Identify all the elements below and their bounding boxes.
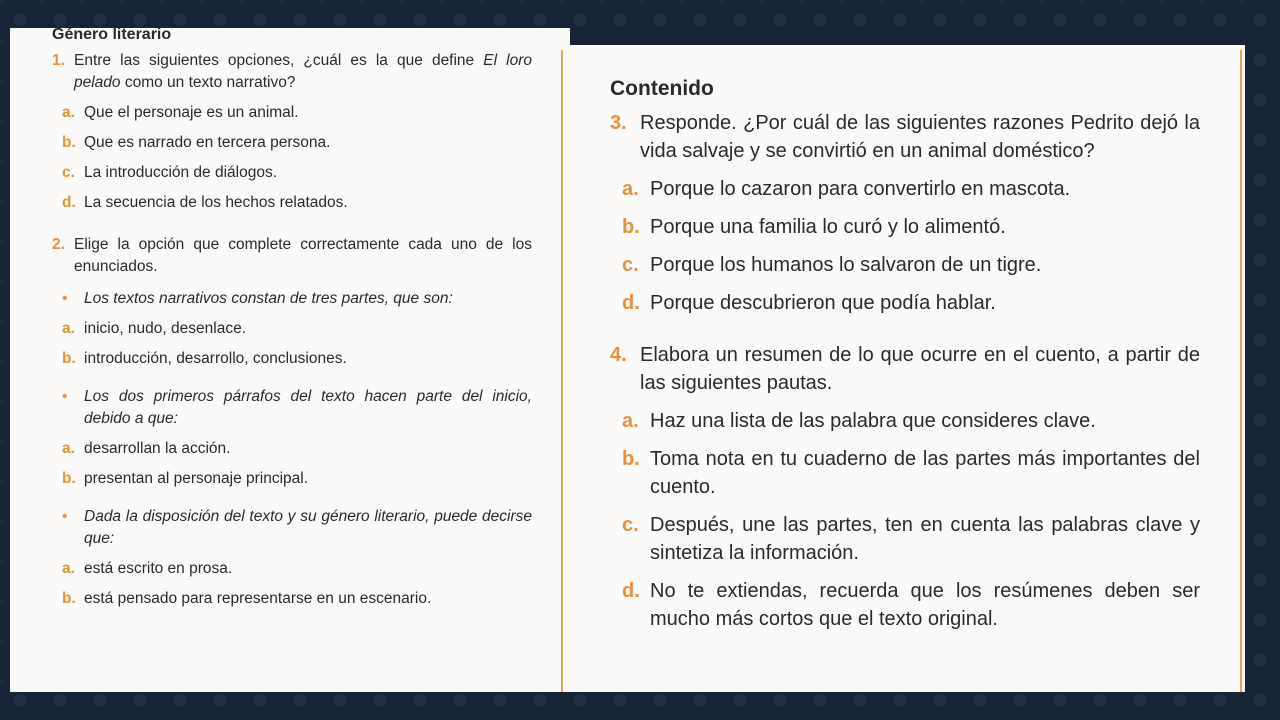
option-letter: a. bbox=[622, 410, 639, 432]
option bbox=[622, 511, 1200, 567]
section-title: Contenido bbox=[610, 77, 714, 100]
bullet-statement: • Dada la disposición del texto y su género literario, puede decirse que: bbox=[62, 506, 532, 550]
option bbox=[622, 445, 1200, 501]
option bbox=[622, 175, 1200, 203]
option bbox=[62, 438, 532, 460]
option-letter: a. bbox=[62, 440, 75, 457]
question-text: Elabora un resumen de lo que ocurre en el cuento, a partir de las siguientes pautas. bbox=[640, 344, 1200, 394]
option-text: La secuencia de los hechos relatados. bbox=[84, 194, 348, 211]
option-text: Después, une las partes, ten en cuenta las palabras clave y sintetiza la información. bbox=[650, 514, 1200, 564]
option-text: Haz una lista de las palabra que consideres clave. bbox=[650, 410, 1096, 432]
question-3 bbox=[610, 109, 1200, 165]
question-text: Entre las siguientes opciones, ¿cuál es la que define El loro pelado como un texto narrativo? bbox=[74, 52, 533, 91]
option-text: está escrito en prosa. bbox=[84, 560, 233, 577]
option bbox=[62, 558, 532, 580]
option-letter: b. bbox=[622, 216, 640, 238]
option bbox=[62, 348, 532, 370]
option-text: Que es narrado en tercera persona. bbox=[84, 134, 331, 151]
option-text: Porque los humanos lo salvaron de un tigre. bbox=[650, 254, 1042, 276]
question-text: Responde. ¿Por cuál de las siguientes razones Pedrito dejó la vida salvaje y se convirtió en un animal doméstico? bbox=[640, 112, 1200, 162]
option-letter: b. bbox=[622, 448, 640, 470]
option-letter: a. bbox=[62, 104, 75, 121]
bullet-dot: • bbox=[62, 508, 68, 525]
question-number: 4. bbox=[610, 344, 627, 366]
bullet-dot: • bbox=[62, 388, 68, 405]
option bbox=[62, 588, 532, 610]
option-text: desarrollan la acción. bbox=[84, 440, 231, 457]
option-letter: d. bbox=[62, 194, 76, 211]
bullet-statement: • Los textos narrativos constan de tres partes, que son: bbox=[62, 288, 532, 310]
left-column bbox=[52, 24, 532, 610]
question-4 bbox=[610, 341, 1200, 397]
question-number: 2. bbox=[52, 236, 65, 253]
option-letter: c. bbox=[622, 514, 639, 536]
option-letter: a. bbox=[622, 178, 639, 200]
option-letter: c. bbox=[62, 164, 75, 181]
option-letter: b. bbox=[62, 470, 76, 487]
bullet-statement: • Los dos primeros párrafos del texto hacen parte del inicio, debido a que: bbox=[62, 386, 532, 430]
option bbox=[62, 162, 532, 184]
option-text: No te extiendas, recuerda que los resúmenes deben ser mucho más cortos que el texto original. bbox=[650, 580, 1200, 630]
option bbox=[62, 192, 532, 214]
right-column bbox=[610, 75, 1200, 633]
option-text: Porque descubrieron que podía hablar. bbox=[650, 292, 996, 314]
option-text: introducción, desarrollo, conclusiones. bbox=[84, 350, 347, 367]
option bbox=[622, 407, 1200, 435]
option-letter: b. bbox=[62, 350, 76, 367]
question-number: 1. bbox=[52, 52, 65, 69]
margin-rule-right bbox=[1240, 50, 1242, 692]
option bbox=[62, 102, 532, 124]
option bbox=[622, 213, 1200, 241]
option bbox=[62, 318, 532, 340]
question-1 bbox=[52, 50, 532, 94]
option bbox=[622, 251, 1200, 279]
option-letter: c. bbox=[622, 254, 639, 276]
option-text: inicio, nudo, desenlace. bbox=[84, 320, 247, 337]
option-letter: b. bbox=[62, 134, 76, 151]
margin-rule-left bbox=[561, 50, 563, 692]
question-text: Elige la opción que complete correctamente cada uno de los enunciados. bbox=[74, 236, 532, 275]
option-letter: b. bbox=[62, 590, 76, 607]
option-text: Que el personaje es un animal. bbox=[84, 104, 299, 121]
question-2 bbox=[52, 234, 532, 278]
option-letter: a. bbox=[62, 560, 75, 577]
option-text: La introducción de diálogos. bbox=[84, 164, 278, 181]
bullet-dot: • bbox=[62, 290, 68, 307]
option-text: Toma nota en tu cuaderno de las partes más importantes del cuento. bbox=[650, 448, 1200, 498]
option-letter: d. bbox=[622, 580, 640, 602]
option bbox=[62, 468, 532, 490]
book-title: El loro pelado bbox=[74, 52, 533, 91]
option-text: Porque lo cazaron para convertirlo en mascota. bbox=[650, 178, 1071, 200]
option-text: presentan al personaje principal. bbox=[84, 470, 309, 487]
question-number: 3. bbox=[610, 112, 627, 134]
option-text: está pensado para representarse en un escenario. bbox=[84, 590, 432, 607]
option-letter: a. bbox=[62, 320, 75, 337]
section-title: Género literario bbox=[52, 26, 172, 43]
option-letter: d. bbox=[622, 292, 640, 314]
option bbox=[622, 577, 1200, 633]
option bbox=[622, 289, 1200, 317]
option bbox=[62, 132, 532, 154]
option-text: Porque una familia lo curó y lo alimentó. bbox=[650, 216, 1006, 238]
